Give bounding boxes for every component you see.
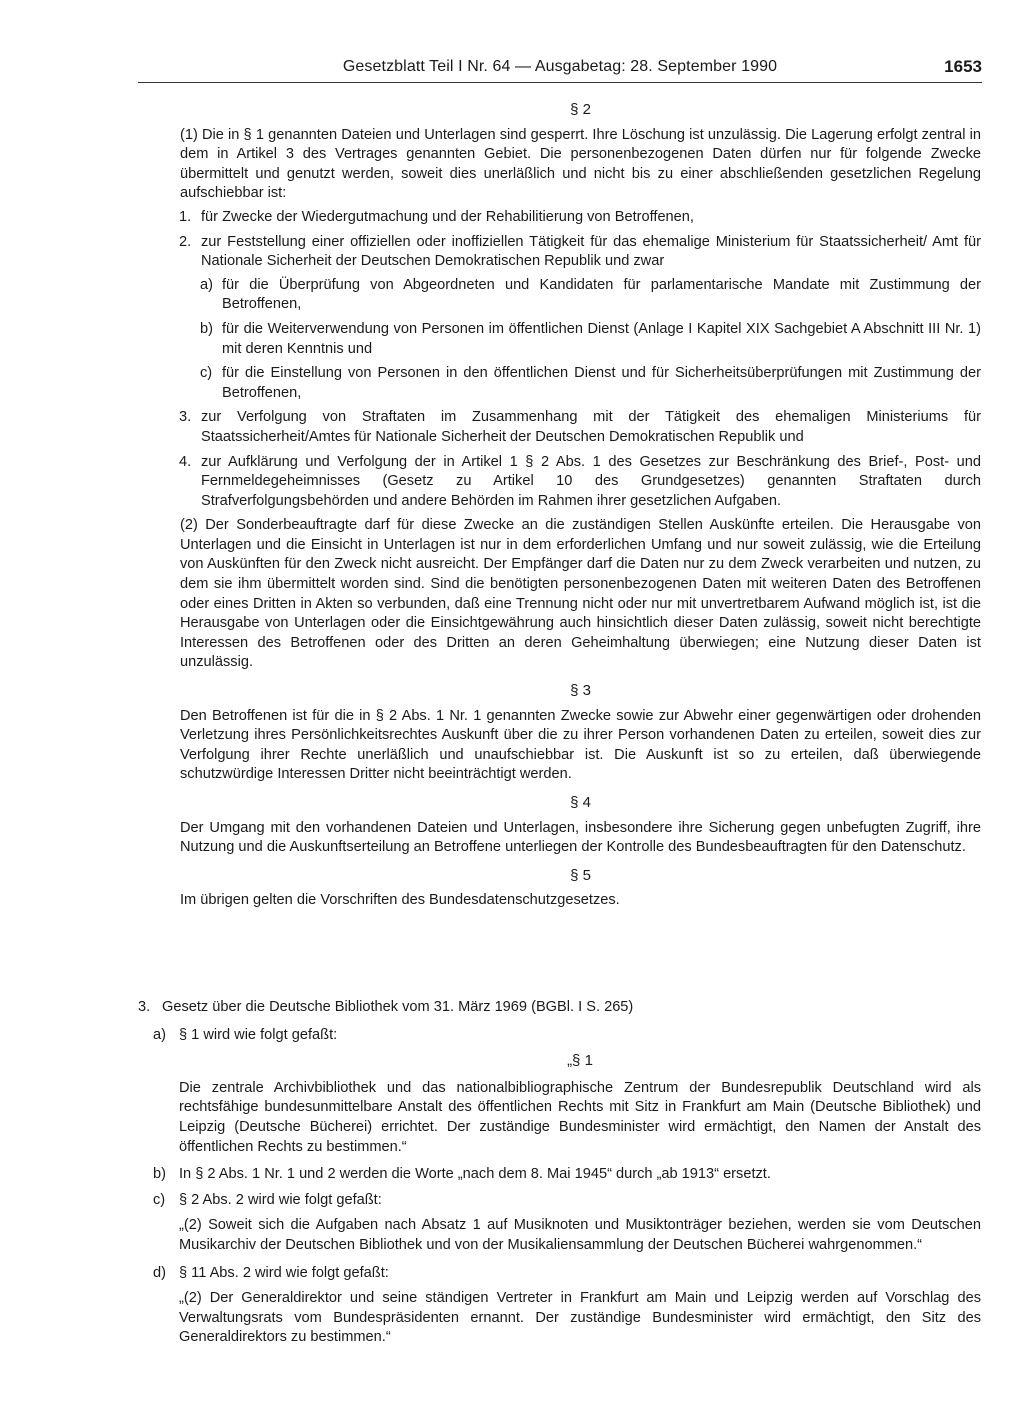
- list-item-number: 2.: [179, 233, 192, 250]
- list-item-number: 3.: [179, 409, 192, 426]
- s2-purpose-list: [180, 208, 981, 511]
- amendment-item-label: b): [153, 1166, 166, 1183]
- amendment-item: [138, 1191, 981, 1211]
- amendment-item-label: a): [153, 1026, 166, 1043]
- amendment-item-label: d): [153, 1264, 166, 1281]
- gazette-title: Gesetzblatt Teil I Nr. 64 — Ausgabetag: 28. September 1990: [342, 58, 778, 75]
- section-heading-3: § 3: [570, 682, 591, 700]
- sublist-item-text: für die Weiterverwendung von Personen im öffentlichen Dienst (Anlage I Kapitel XIX Sachgebiet A Abschnitt III Nr. 1) mit deren Kenntnis und: [222, 320, 981, 357]
- s3-paragraph: Den Betroffenen ist für die in § 2 Abs. 1 Nr. 1 genannten Zwecke sowie zur Abwehr einer gegenwärtigen oder drohenden Verletzung ihres Persönlichkeitsrechtes Auskunft über die zu ihrer Person vorhandenen Daten zu erteilen, soweit dies zur Verfolgung ihrer Rechte unerläßlich und unaufschiebbar ist. Die Auskunft ist so zu erteilen, daß überwiegende schutzwürdige Interessen Dritter nicht beeinträchtigt werden.: [180, 707, 981, 783]
- sublist-item-text: für die Überprüfung von Abgeordneten und Kandidaten für parlamentarische Mandate mit Zustimmung der Betroffenen,: [222, 276, 981, 313]
- sublist-item-text: für die Einstellung von Personen in den öffentlichen Dienst und für Sicherheitsüberprüfungen mit Zustimmung der Betroffenen,: [222, 365, 981, 401]
- s4-paragraph: Der Umgang mit den vorhandenen Dateien und Unterlagen, insbesondere ihre Sicherung gegen unbefugten Zugriff, ihre Nutzung und die Auskunftserteilung an Betroffene unterliegen der Kontrolle des Bundesbeauftragten für den Datenschutz.: [180, 819, 981, 856]
- amendment-item-text: § 2 Abs. 2 wird wie folgt gefaßt:: [179, 1191, 382, 1208]
- list-item-text: zur Verfolgung von Straftaten im Zusammenhang mit der Tätigkeit des ehemaligen Ministeriums für Staatssicherheit/Amtes für Nationale Sicherheit der Deutschen Demokratischen Republik und: [201, 409, 981, 445]
- sublist-item-label: a): [200, 276, 213, 293]
- page-number: 1653: [944, 57, 982, 76]
- sublist-item: [201, 364, 981, 403]
- main-text: [180, 100, 981, 915]
- amendment-item: [138, 1026, 981, 1046]
- list-item: [180, 408, 981, 447]
- amendment-number: 3.: [138, 999, 151, 1015]
- section-heading-2: § 2: [570, 101, 591, 118]
- list-item-text: zur Feststellung einer offiziellen oder inoffiziellen Tätigkeit für das ehemalige Ministerium für Staatssicherheit/ Amt für Nationale Sicherheit der Deutschen Demokratischen Republik und zwar: [201, 233, 981, 270]
- amendment-item: [138, 1264, 981, 1284]
- quoted-text: „(2) Soweit sich die Aufgaben nach Absatz 1 auf Musiknoten und Musiktonträger beziehen, werden sie vom Deutschen Musikarchiv der Deutschen Bibliothek und von der Musikaliensammlung der Deutschen Bücherei wahrgenommen.“: [179, 1217, 981, 1253]
- list-item: [180, 208, 981, 228]
- amendment-item-text: § 11 Abs. 2 wird wie folgt gefaßt:: [179, 1264, 389, 1281]
- list-item: [180, 453, 981, 512]
- list-item-number: 1.: [179, 208, 192, 225]
- amendment-title-text: Gesetz über die Deutsche Bibliothek vom 31. März 1969 (BGBl. I S. 265): [162, 999, 634, 1015]
- sublist-item-label: c): [200, 365, 213, 382]
- section-heading-4: § 4: [570, 794, 591, 811]
- s5-paragraph: Im übrigen gelten die Vorschriften des Bundesdatenschutzgesetzes.: [180, 892, 620, 909]
- amendment-item: [138, 1165, 981, 1185]
- amendment-item-label: c): [153, 1191, 166, 1208]
- quoted-section-heading: „§ 1: [567, 1052, 593, 1070]
- s2-paragraph-2: (2) Der Sonderbeauftragte darf für diese Zwecke an die zuständigen Stellen Auskünfte erteilen. Die Herausgabe von Unterlagen und die Einsicht in Unterlagen ist nur in dem erforderlichen Umfang und nur soweit zulässig, wie die Erteilung von Auskünften für den Zweck nicht ausreicht. Der Empfänger darf die Daten nur zu dem Zweck verarbeiten und nutzen, zu dem sie ihm übermittelt worden sind. Sind die benötigten personenbezogenen Daten mit weiteren Daten des Betroffenen oder eines Dritten in Akten so verbunden, daß eine Trennung nicht oder nur mit unvertretbarem Aufwand möglich ist, ist die Herausgabe von Unterlagen oder die Einsichtgewährung auch hinsichtlich dieser Daten zulässig, soweit nicht berechtigte Interessen des Betroffenen oder des Dritten an deren Geheimhaltung überwiegen; eine Nutzung dieser Daten ist unzulässig.: [180, 517, 981, 671]
- list-item: [180, 233, 981, 404]
- s2-sublist: [201, 276, 981, 404]
- amendment-title: [138, 998, 981, 1018]
- sublist-item-label: b): [200, 320, 213, 337]
- quoted-text: „(2) Der Generaldirektor und seine ständigen Vertreter in Frankfurt am Main und Leipzig werden auf Vorschlag des Verwaltungsrats vom Bundespräsidenten ernannt. Der zuständige Bundesminister wird ermächtigt, den Sitz des Generaldirektors zu bestimmen.“: [179, 1290, 981, 1346]
- section-heading-5: § 5: [570, 866, 591, 884]
- sublist-item: [201, 276, 981, 315]
- s2-paragraph-1: (1) Die in § 1 genannten Dateien und Unterlagen sind gesperrt. Ihre Löschung ist unzulässig. Die Lagerung erfolgt zentral in dem in Artikel 3 des Vertrages genannten Gebiet. Die personenbezogenen Daten dürfen nur für folgende Zwecke übermittelt und genutzt werden, soweit dies unerläßlich und nicht bis zu einer abschließenden gesetzlichen Regelung aufschiebbar ist:: [180, 126, 981, 202]
- sublist-item: [201, 320, 981, 359]
- quoted-text: Die zentrale Archivbibliothek und das nationalbibliographische Zentrum der Bundesrepublik Deutschland wird als rechtsfähige bundesunmittelbare Anstalt des öffentlichen Rechts mit Sitz in Frankfurt am Main (Deutsche Bibliothek) und Leipzig (Deutsche Bücherei) errichtet. Der zuständige Bundesminister wird ermächtigt, den Namen der Anstalt des öffentlichen Rechts zu bestimmen.“: [179, 1079, 981, 1155]
- running-head: [138, 58, 982, 83]
- list-item-text: zur Aufklärung und Verfolgung der in Artikel 1 § 2 Abs. 1 des Gesetzes zur Beschränkung des Brief-, Post- und Fernmeldegeheimnisses (Gesetz zu Artikel 10 des Grundgesetzes) genannten Straftaten durch Strafverfolgungsbehörden und andere Behörden im Rahmen ihrer gesetzlichen Aufgaben.: [201, 453, 981, 509]
- amendment-item-text: § 1 wird wie folgt gefaßt:: [179, 1026, 338, 1043]
- list-item-number: 4.: [179, 453, 192, 470]
- amendment-block: [138, 998, 981, 1356]
- amendment-item-text: In § 2 Abs. 1 Nr. 1 und 2 werden die Worte „nach dem 8. Mai 1945“ durch „ab 1913“ ersetzt.: [179, 1166, 771, 1183]
- list-item-text: für Zwecke der Wiedergutmachung und der Rehabilitierung von Betroffenen,: [201, 208, 694, 225]
